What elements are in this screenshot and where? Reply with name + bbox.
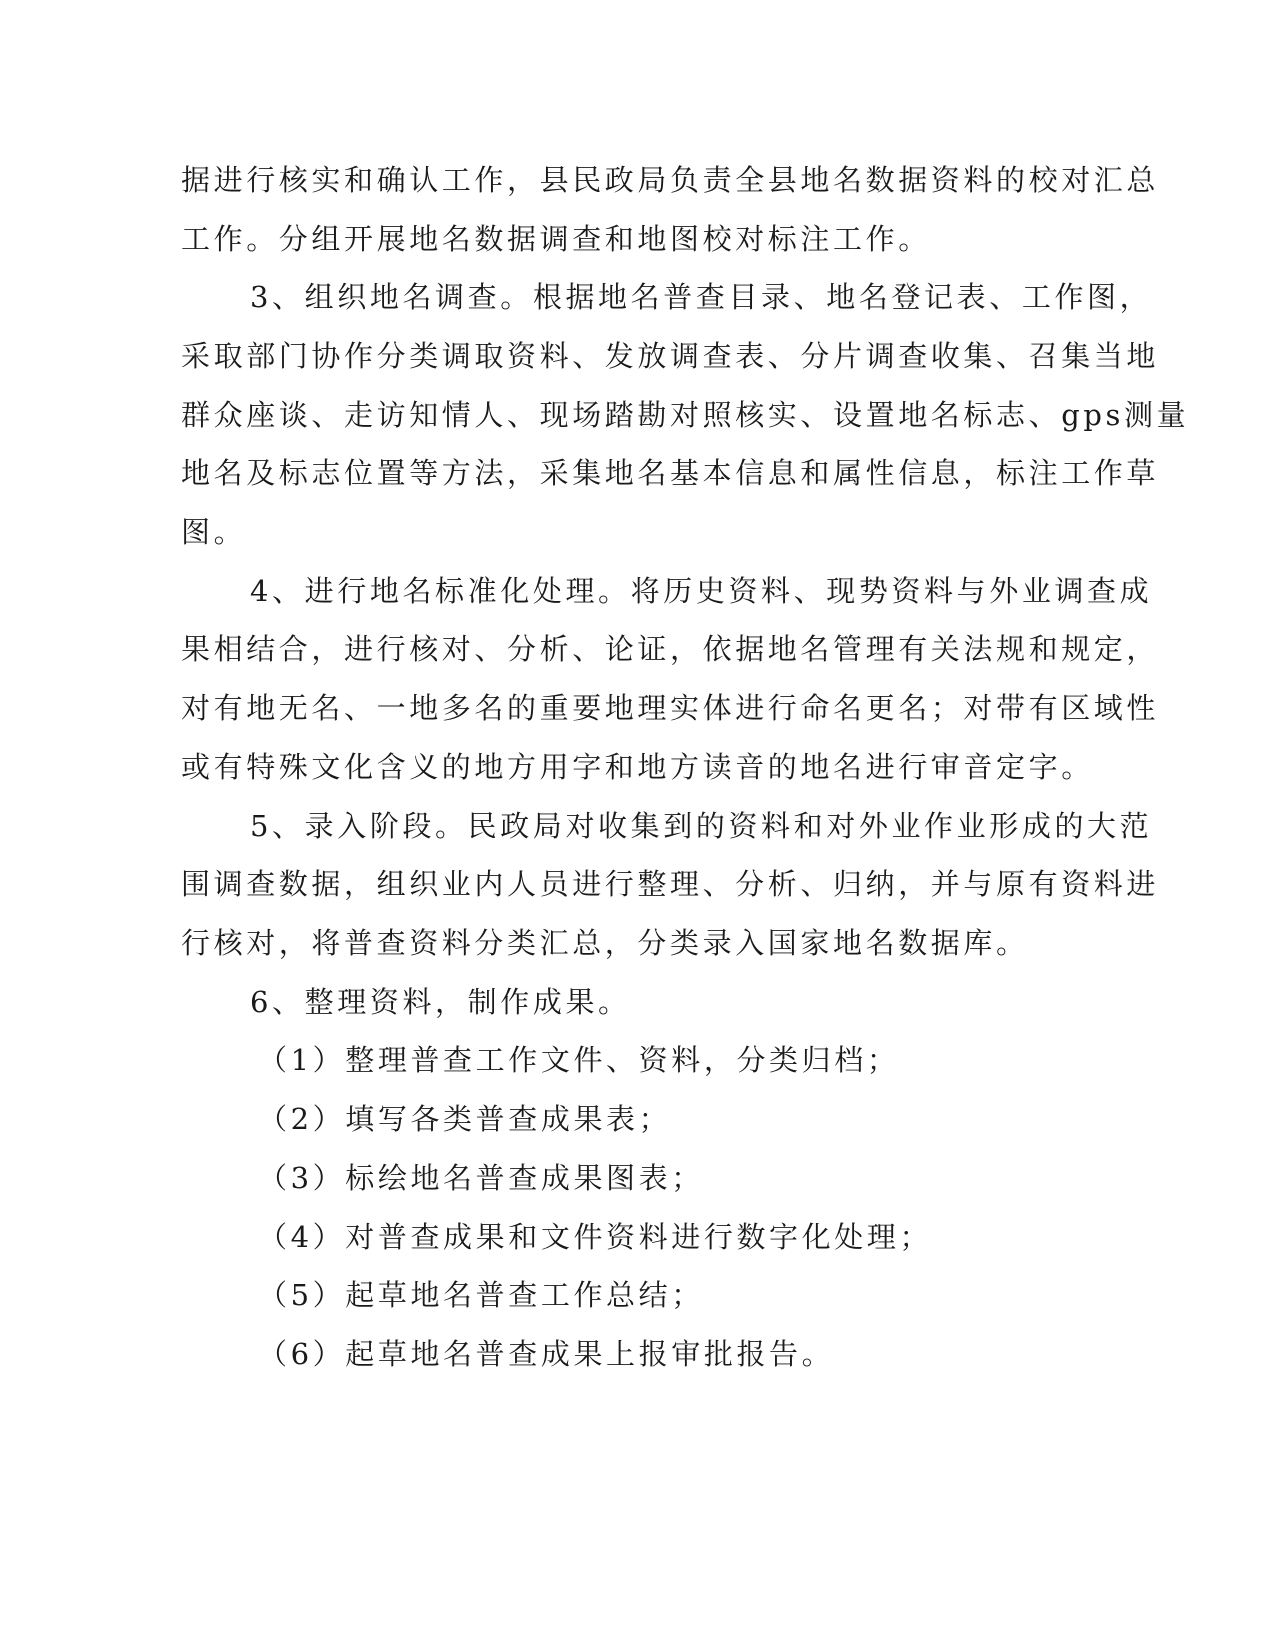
text-line: 据进行核实和确认工作，县民政局负责全县地名数据资料的校对汇总 [181,163,1160,197]
text-line: 行核对，将普查资料分类汇总，分类录入国家地名数据库。 [181,926,1029,960]
section-5-first-line: 5、录入阶段。民政局对收集到的资料和对外业作业形成的大范 [250,809,1153,843]
text-line: 群众座谈、走访知情人、现场踏勘对照核实、设置地名标志、gps测量 [181,398,1190,432]
list-item: （3）标绘地名普查成果图表； [258,1161,704,1195]
section-6-heading: 6、整理资料，制作成果。 [250,985,631,1019]
list-item: （2）填写各类普查成果表； [258,1102,672,1136]
list-item: （6）起草地名普查成果上报审批报告。 [258,1337,835,1371]
text-line: 工作。分组开展地名数据调查和地图校对标注工作。 [181,222,931,256]
list-item: （1）整理普查工作文件、资料，分类归档； [258,1043,900,1077]
text-line: 地名及标志位置等方法，采集地名基本信息和属性信息，标注工作草 [181,456,1160,490]
text-line: 图。 [181,515,247,549]
text-line: 或有特殊文化含义的地方用字和地方读音的地名进行审音定字。 [181,750,1094,784]
text-line: 围调查数据，组织业内人员进行整理、分析、归纳，并与原有资料进 [181,867,1160,901]
text-line: 对有地无名、一地多名的重要地理实体进行命名更名；对带有区域性 [181,691,1160,725]
list-item: （4）对普查成果和文件资料进行数字化处理； [258,1220,933,1254]
text-line: 采取部门协作分类调取资料、发放调查表、分片调查收集、召集当地 [181,339,1160,373]
section-4-first-line: 4、进行地名标准化处理。将历史资料、现势资料与外业调查成 [250,574,1153,608]
section-3-first-line: 3、组织地名调查。根据地名普查目录、地名登记表、工作图， [250,280,1153,314]
list-item: （5）起草地名普查工作总结； [258,1278,704,1312]
text-line: 果相结合，进行核对、分析、论证，依据地名管理有关法规和规定， [181,632,1160,666]
